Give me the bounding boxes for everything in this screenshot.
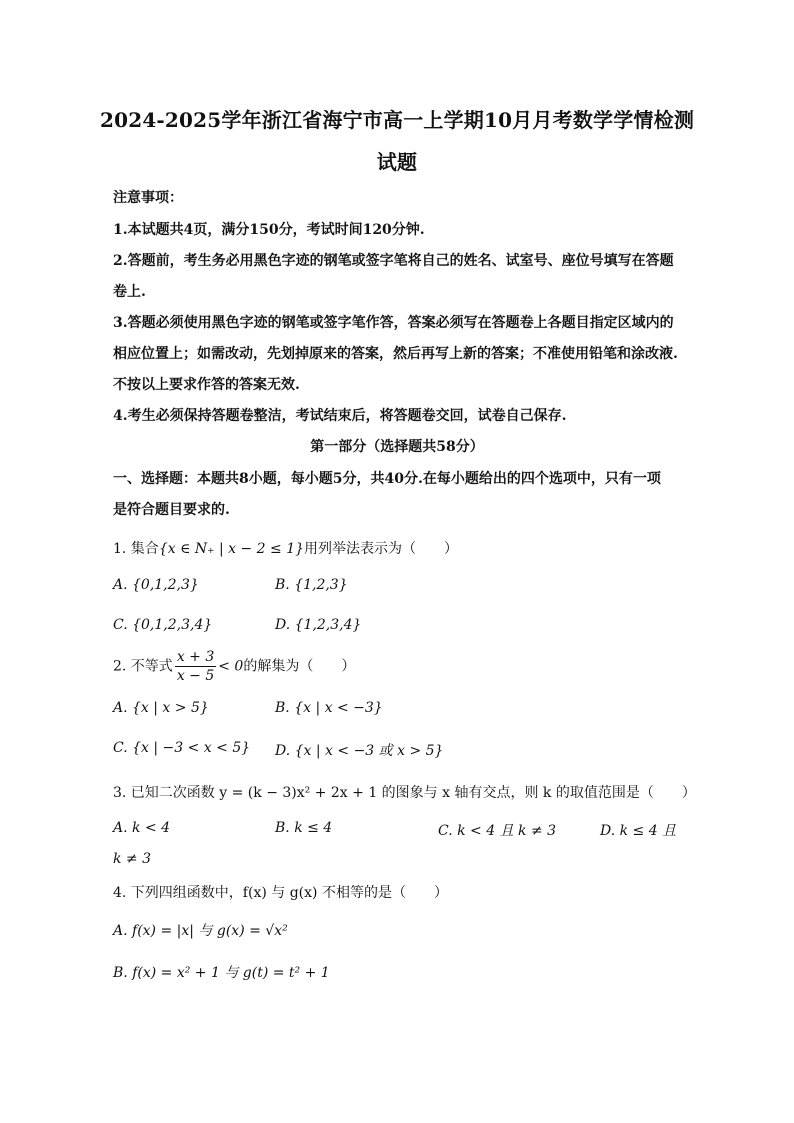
fraction-denominator: x − 5 bbox=[176, 668, 215, 684]
exam-title-continued: 试题 bbox=[376, 150, 418, 174]
question-1 bbox=[113, 538, 693, 558]
question-1-suffix: 用列举法表示为（ ） bbox=[304, 541, 459, 557]
question-2-option-d: D. {x | x < −3 或 x > 5} bbox=[275, 743, 444, 759]
notice-item: 1.本试题共4页，满分150分，考试时间120分钟. bbox=[113, 222, 425, 238]
notice-item: 相应位置上；如需改动，先划掉原来的答案，然后再写上新的答案；不准使用铅笔和涂改液. bbox=[113, 346, 678, 362]
question-2-option-a: A. {x | x > 5} bbox=[113, 700, 209, 716]
question-2-option-b: B. {x | x < −3} bbox=[275, 700, 383, 716]
question-2-suffix: 的解集为（ ） bbox=[243, 658, 356, 675]
fraction-numerator: x + 3 bbox=[176, 649, 215, 665]
question-2-option-c: C. {x | −3 < x < 5} bbox=[113, 740, 251, 756]
question-1-option-d: D. {1,2,3,4} bbox=[275, 617, 362, 633]
notice-item: 3.答题必须使用黑色字迹的钢笔或签字笔作答，答案必须写在答题卷上各题目指定区域内的 bbox=[113, 315, 674, 331]
question-3-option-d-continued: k ≠ 3 bbox=[113, 851, 152, 867]
question-2-relation: < 0 bbox=[218, 658, 244, 675]
part-title: 第一部分（选择题共58分） bbox=[310, 439, 484, 455]
question-4-option-b: B. f(x) = x² + 1 与 g(t) = t² + 1 bbox=[113, 965, 330, 981]
question-2-prefix: 2. 不等式 bbox=[113, 658, 173, 675]
section-instructions-continued: 是符合题目要求的. bbox=[113, 502, 230, 518]
question-1-prefix: 1. 集合 bbox=[113, 541, 159, 557]
exam-title: 2024-2025学年浙江省海宁市高一上学期10月月考数学学情检测 bbox=[99, 108, 695, 132]
notice-item: 卷上. bbox=[113, 284, 146, 300]
question-4-option-a: A. f(x) = |x| 与 g(x) = √x² bbox=[113, 923, 288, 939]
question-2 bbox=[113, 648, 693, 685]
question-1-option-a: A. {0,1,2,3} bbox=[113, 577, 199, 593]
question-3: 3. 已知二次函数 y = (k − 3)x² + 2x + 1 的图象与 x 轴有交点，则 k 的取值范围是（ ） bbox=[113, 785, 696, 801]
notice-item: 4.考生必须保持答题卷整洁，考试结束后，将答题卷交回，试卷自己保存. bbox=[113, 408, 567, 424]
question-1-option-b: B. {1,2,3} bbox=[275, 577, 348, 593]
question-3-option-c: C. k < 4 且 k ≠ 3 bbox=[438, 823, 557, 839]
notice-heading: 注意事项： bbox=[113, 190, 183, 206]
question-3-option-d: D. k ≤ 4 且 bbox=[600, 823, 677, 839]
section-instructions: 一、选择题：本题共8小题，每小题5分，共40分.在每小题给出的四个选项中，只有一项 bbox=[113, 471, 661, 487]
question-1-option-c: C. {0,1,2,3,4} bbox=[113, 617, 213, 633]
question-2-fraction bbox=[175, 648, 216, 685]
question-4: 4. 下列四组函数中，f(x) 与 g(x) 不相等的是（ ） bbox=[113, 885, 448, 901]
notice-item: 2.答题前，考生务必用黑色字迹的钢笔或签字笔将自己的姓名、试室号、座位号填写在答题 bbox=[113, 253, 674, 269]
question-1-set: {x ∈ N₊ | x − 2 ≤ 1} bbox=[158, 541, 305, 557]
question-3-option-a: A. k < 4 bbox=[113, 820, 171, 836]
question-3-option-b: B. k ≤ 4 bbox=[275, 820, 333, 836]
notice-item: 不按以上要求作答的答案无效. bbox=[113, 377, 300, 393]
